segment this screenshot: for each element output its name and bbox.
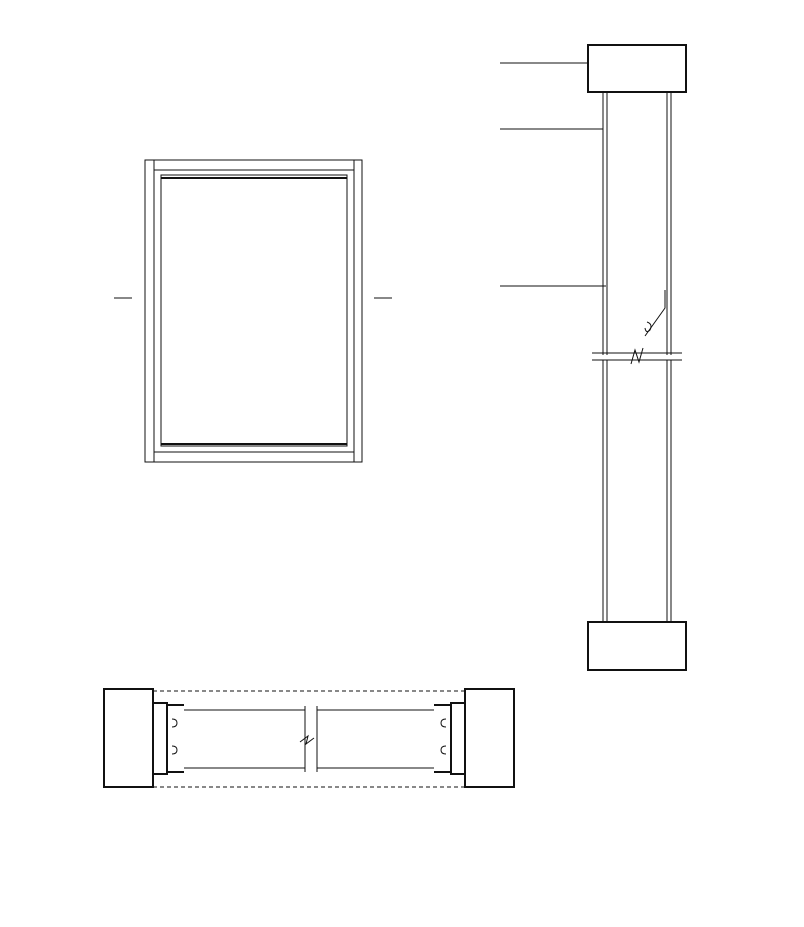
right-wall-block bbox=[465, 689, 514, 787]
section-a-a bbox=[500, 45, 686, 670]
bb-break-symbol bbox=[300, 736, 314, 744]
blade-partial-hook bbox=[645, 322, 651, 332]
right-clips bbox=[441, 719, 446, 754]
section-b-b bbox=[104, 689, 514, 787]
outer-frame bbox=[145, 160, 362, 462]
louver-front-elevation bbox=[114, 160, 392, 462]
blade-opening bbox=[161, 175, 347, 446]
inner-frame bbox=[154, 170, 354, 452]
head-frame-profile bbox=[588, 45, 686, 92]
blade-partial-upper bbox=[645, 290, 665, 336]
left-frame-profile bbox=[153, 703, 167, 774]
left-wall-block bbox=[104, 689, 153, 787]
right-frame-profile bbox=[451, 703, 465, 774]
left-clips bbox=[172, 719, 177, 754]
sill-frame-profile bbox=[588, 622, 686, 670]
break-symbol bbox=[631, 348, 643, 364]
